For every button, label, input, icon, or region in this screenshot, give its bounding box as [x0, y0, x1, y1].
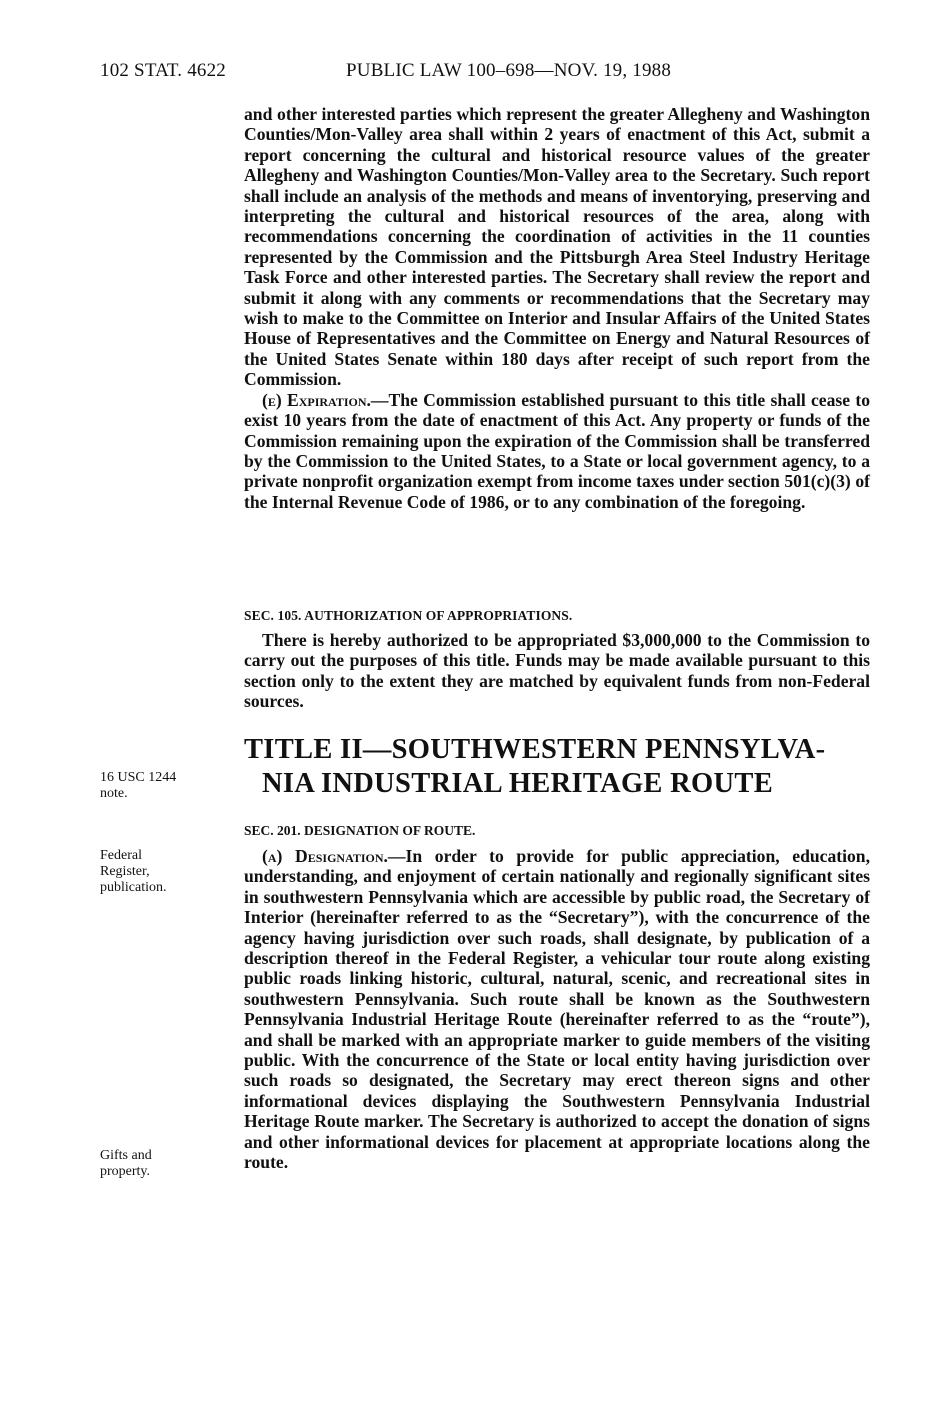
- section-105-body: [244, 630, 870, 712]
- stat-page-number: 102 STAT. 4622: [100, 60, 227, 81]
- section-201-body: [244, 846, 870, 1173]
- expiration-text: —The Commission established pursuant to this title shall cease to exist 10 years from the date of enactment of this Act. Any property or funds of the Commission remaining upon the expiration of the Commission shall be transferred by the Commission to the United States, to a State or local government agency, to a private nonprofit organization exempt from income taxes under section 501(c)(3) of the Internal Revenue Code of 1986, or to any combination of the foregoing.: [244, 389, 870, 512]
- margin-note-line: Register,: [100, 864, 150, 879]
- section-104-continuation: [244, 104, 870, 512]
- margin-note-line: note.: [100, 786, 128, 801]
- designation-paragraph: [244, 846, 870, 1173]
- expiration-paragraph: [244, 390, 870, 512]
- margin-note-usc: [100, 770, 230, 802]
- section-201-heading: SEC. 201. DESIGNATION OF ROUTE.: [244, 823, 476, 838]
- margin-note-gifts: [100, 1148, 230, 1180]
- title-line-2: NIA INDUSTRIAL HERITAGE ROUTE: [262, 768, 773, 799]
- margin-note-federal-register: [100, 848, 230, 896]
- title-ii-heading: [244, 733, 870, 801]
- margin-note-line: 16 USC 1244: [100, 770, 177, 785]
- title-line-1: TITLE II—SOUTHWESTERN PENNSYLVA-: [244, 734, 826, 765]
- report-paragraph: and other interested parties which represent the greater Allegheny and Washington Counties/Mon-Valley area shall within 2 years of enactment of this Act, submit a report concerning the cultural and historical resource values of the greater Allegheny and Washington Counties/Mon-Valley area to the Secretary. Such report shall include an analysis of the methods and means of inventorying, preserving and interpreting the cultural and historical resources of the area, along with recommendations concerning the coordination of activities in the 11 counties represented by the Commission and the Pittsburgh Area Steel Industry Heritage Task Force and other interested parties. The Secretary shall review the report and submit it along with any comments or recommendations that the Secretary may wish to make to the Committee on Interior and Insular Affairs of the United States House of Representatives and the Committee on Energy and Natural Resources of the United States Senate within 180 days after receipt of such report from the Commission.: [244, 104, 870, 390]
- public-law-citation: PUBLIC LAW 100–698—NOV. 19, 1988: [346, 60, 672, 81]
- expiration-heading: (e) Expiration.: [262, 389, 371, 410]
- appropriations-paragraph: There is hereby authorized to be appropriated $3,000,000 to the Commission to carry out the purposes of this title. Funds may be made available pursuant to this section only to the extent they are matched by equivalent funds from non-Federal sources.: [244, 630, 870, 712]
- margin-note-line: Federal: [100, 848, 142, 863]
- margin-note-line: Gifts and: [100, 1148, 152, 1163]
- designation-text: —In order to provide for public appreciation, education, understanding, and enjoyment of certain nationally and regionally significant sites in southwestern Pennsylvania which are accessible by public road, the Secretary of Interior (hereinafter referred to as the “Secretary”), with the concurrence of the agency having jurisdiction over such roads, shall designate, by publication of a description thereof in the Federal Register, a vehicular tour route along existing public roads linking historic, cultural, natural, scenic, and recreational sites in southwestern Pennsylvania. Such route shall be known as the Southwestern Pennsylvania Industrial Heritage Route (hereinafter referred to as the “route”), and shall be marked with an appropriate marker to guide members of the visiting public. With the concurrence of the State or local entity having jurisdiction over such roads so designated, the Secretary may erect thereon signs and other informational devices displaying the Southwestern Pennsylvania Industrial Heritage Route marker. The Secretary is authorized to accept the donation of signs and other informational devices for placement at appropriate locations along the route.: [244, 846, 870, 1173]
- margin-note-line: publication.: [100, 880, 167, 895]
- designation-heading: (a) Designation.: [262, 846, 388, 866]
- section-105-heading: SEC. 105. AUTHORIZATION OF APPROPRIATIONS.: [244, 608, 573, 623]
- margin-note-line: property.: [100, 1164, 151, 1179]
